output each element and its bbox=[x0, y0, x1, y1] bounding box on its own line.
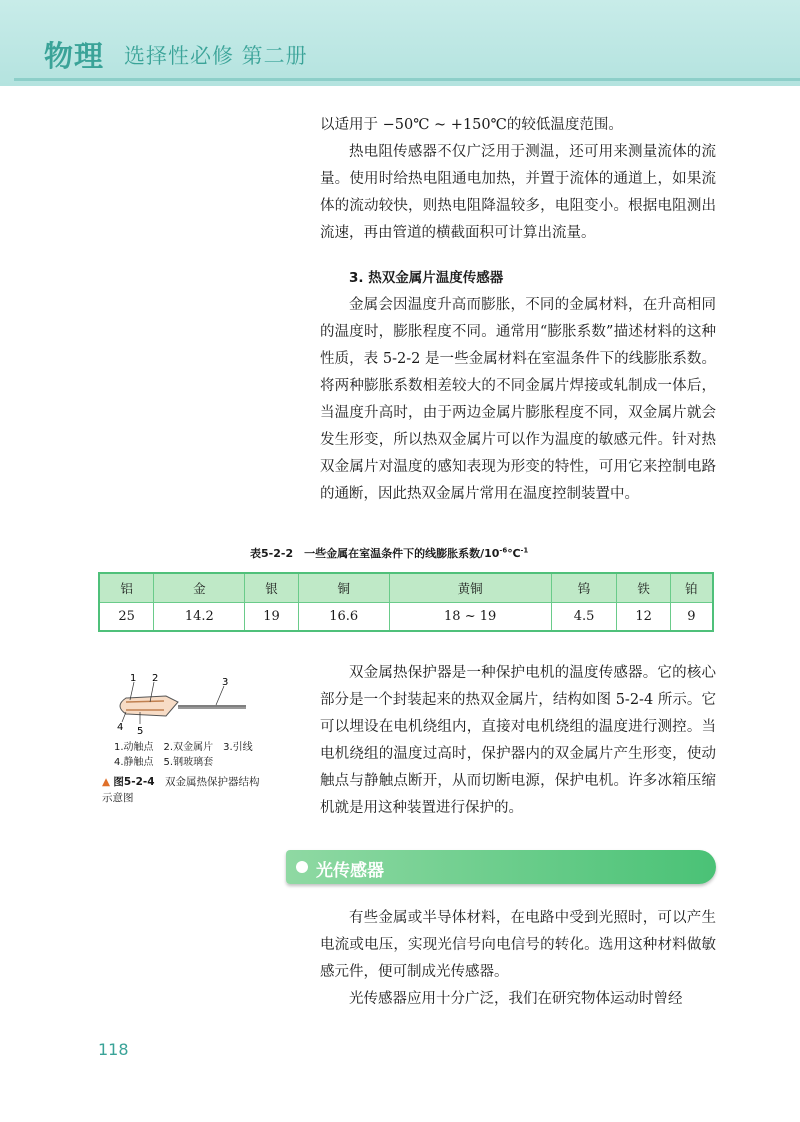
table-row bbox=[99, 602, 713, 631]
paragraph-temp-range: 以适用于 −50℃ ~ +150℃的较低温度范围。 bbox=[320, 117, 623, 133]
paragraph-light-sensor-apps: 光传感器应用十分广泛，我们在研究物体运动时曾经 bbox=[349, 991, 683, 1007]
table-caption: 表5-2-2 一些金属在室温条件下的线膨胀系数$/10^{-6}℃^{-1}$ bbox=[250, 546, 529, 560]
table-cell: 18 ~ 19 bbox=[389, 602, 551, 631]
label-pointer-4 bbox=[122, 712, 126, 722]
diagram-label-4: 4 bbox=[117, 722, 124, 733]
section-heading-bar bbox=[286, 850, 716, 884]
bimetal-protector-diagram bbox=[104, 672, 249, 738]
diagram-label-5: 5 bbox=[137, 726, 144, 737]
paragraph-thermal-protector: 双金属热保护器是一种保护电机的温度传感器。它的核心部分是一个封装起来的热双金属片，结构如图 5-2-4 所示。它可以埋设在电机绕组内，直接对电机绕组的温度进行测控。当电机绕组的温度过高时，保护器内的双金属片产生形变，使动触点与静触点断开，从而切断电源，保护电机。许多冰箱压缩机就是用这种装置进行保护的。 bbox=[320, 665, 716, 816]
table-cell: 12 bbox=[617, 602, 670, 631]
label-pointer-3 bbox=[216, 686, 224, 705]
page-header bbox=[0, 0, 800, 86]
table-header-cell: 铁 bbox=[617, 573, 670, 602]
caption-triangle-icon: ▲ bbox=[102, 776, 111, 788]
page-number: 118 bbox=[98, 1040, 129, 1059]
table-header-cell: 铜 bbox=[298, 573, 389, 602]
table-header-cell: 钨 bbox=[551, 573, 617, 602]
book-subtitle: 选择性必修 第二册 bbox=[124, 44, 308, 68]
table-cell: 19 bbox=[245, 602, 298, 631]
table-header-row bbox=[99, 573, 713, 602]
table-header-cell: 银 bbox=[245, 573, 298, 602]
subsection-heading: 3. 热双金属片温度传感器 bbox=[349, 270, 504, 286]
table-cell: 4.5 bbox=[551, 602, 617, 631]
table-header-cell: 铝 bbox=[99, 573, 154, 602]
paragraph-bimetal: 金属会因温度升高而膨胀，不同的金属材料，在升高相同的温度时，膨胀程度不同。通常用“膨胀系数”描述材料的这种性质，表 5-2-2 是一些金属材料在室温条件下的线膨胀系数。将两种膨胀系数相差较大的不同金属片焊接或轧制成一体后，当温度升高时，由于两边金属片膨胀程度不同，双金属片就会发生形变，所以热双金属片可以作为温度的敏感元件。针对热双金属片对温度的感知表现为形变的特性，可用它来控制电路的通断，因此热双金属片常用在温度控制装置中。 bbox=[320, 297, 716, 502]
diagram-label-2: 2 bbox=[152, 673, 159, 684]
book-title: 物理 bbox=[44, 39, 105, 73]
figure-legend-line2: 4.静触点 5.钢玻璃套 bbox=[114, 757, 214, 768]
table-cell: 16.6 bbox=[298, 602, 389, 631]
table-header-cell: 铂 bbox=[670, 573, 713, 602]
paragraph-thermal-resistor: 热电阻传感器不仅广泛用于测温，还可用来测量流体的流量。使用时给热电阻通电加热，并置于流体的通道上，如果流体的流动较快，则热电阻降温较多，电阻变小。根据电阻测出流速，再由管道的横截面积可计算出流量。 bbox=[320, 144, 716, 241]
header-divider bbox=[14, 78, 800, 81]
table-cell: 9 bbox=[670, 602, 713, 631]
table-header-cell: 金 bbox=[154, 573, 245, 602]
diagram-label-3: 3 bbox=[222, 677, 229, 688]
section-title: 光传感器 bbox=[316, 861, 384, 881]
bullet-dot-icon bbox=[296, 861, 308, 873]
paragraph-light-sensor-intro: 有些金属或半导体材料，在电路中受到光照时，可以产生电流或电压，实现光信号向电信号的转化。选用这种材料做敏感元件，便可制成光传感器。 bbox=[320, 910, 716, 980]
diagram-label-1: 1 bbox=[130, 673, 137, 684]
table-cell: 25 bbox=[99, 602, 154, 631]
table-header-cell: 黄铜 bbox=[389, 573, 551, 602]
glass-sleeve-shape bbox=[120, 696, 178, 716]
figure-legend-line1: 1.动触点 2.双金属片 3.引线 bbox=[114, 742, 253, 753]
table-cell: 14.2 bbox=[154, 602, 245, 631]
expansion-coefficient-table bbox=[98, 572, 714, 632]
figure-caption: ▲ 图5-2-4 双金属热保护器结构示意图 bbox=[102, 776, 260, 804]
